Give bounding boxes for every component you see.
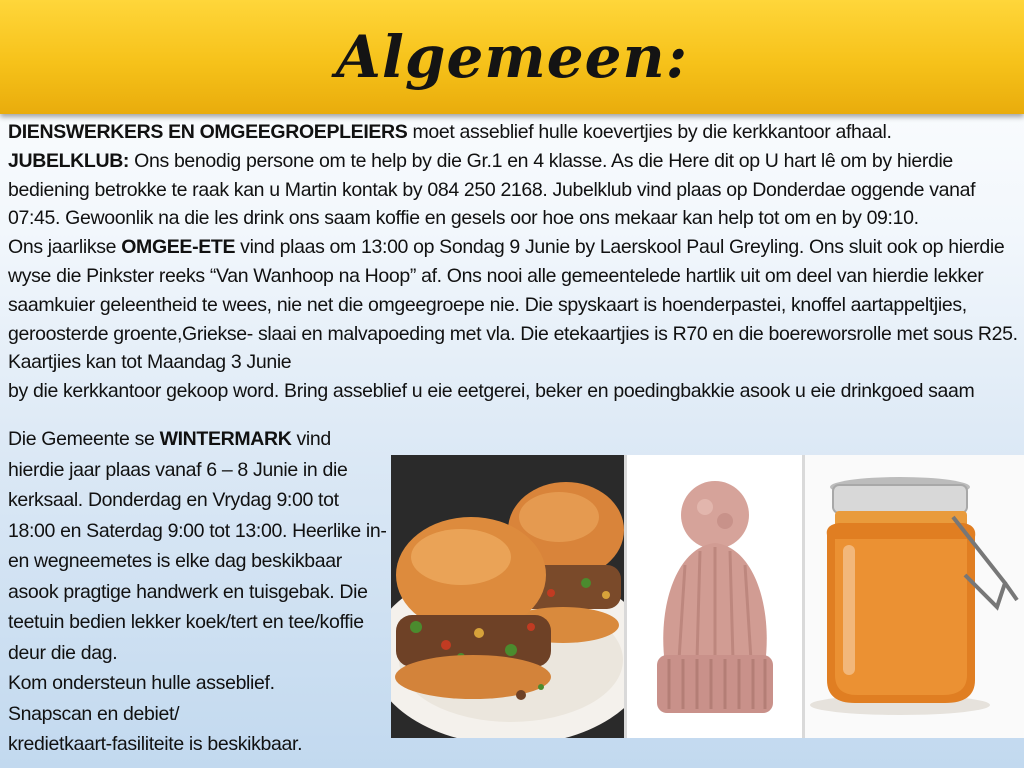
jam-jar-photo <box>805 455 1024 738</box>
para-jubelklub-heading: JUBELKLUB: <box>8 149 130 172</box>
sloppy-joe-photo <box>391 455 624 738</box>
para-wintermark-heading: WINTERMARK <box>159 428 292 450</box>
para-dienswerkers-heading: DIENSWERKERS EN OMGEEGROEPLEIERS <box>8 121 408 143</box>
announcements <box>8 118 1018 406</box>
para-wintermark-support: Kom ondersteun hulle asseblief. <box>8 672 275 694</box>
para-wintermark: Die Gemeente se WINTERMARK vind hierdie jaar plaas vanaf 6 – 8 Junie in die kerksaal. Donderdag en Vrydag 9:00 tot 18:00 en Saterdag 9:00 tot 13:00. Heerlike in- en wegneemetes is elke dag beskikbaar asook pragtige handwerk en tuisgebak. Die teetuin bedien lekker koek/tert en tee/koffie deur die dag. <box>8 428 387 664</box>
page-title: Algemeen: <box>335 23 689 91</box>
para-wintermark-payment2: kredietkaart-fasiliteite is beskikbaar. <box>8 733 303 755</box>
para-jubelklub: JUBELKLUB: Ons benodig persone om te help by die Gr.1 en 4 klasse. As die Here dit op U hart lê om by hierdie bediening betrokke te raak kan u Martin kontak by 084 250 2168. Jubelklub vind plaas op Donderdae oggende vanaf 07:45. Gewoonlik na die les drink ons saam koffie en gesels oor hoe ons mekaar kan help tot om en by 09:10. <box>8 149 976 230</box>
para-omgee-ete: Ons jaarlikse OMGEE-ETE vind plaas om 13:00 op Sondag 9 Junie by Laerskool Paul Greyling. Ons sluit ook op hierdie wyse die Pinkster reeks “Van Wanhoop na Hoop” af. Ons nooi alle gemeentelede hartlik uit om deel van hierdie lekker saamkuier geleentheid te wees, nie net die omgeegroepe nie. Die spyskaart is hoenderpastei, knoffel aartappeltjies, geroosterde groente,Griekse- slaai en malvapoeding met vla. Die etekaartjies is R70 en die boereworsrolle met sous R25. Kaartjies kan tot Maandag 3 Junie <box>8 236 1018 374</box>
wintermark-block <box>8 424 388 760</box>
para-omgee-ete-line2: by die kerkkantoor gekoop word. Bring asseblief u eie eetgerei, beker en poedingbakkie asook u eie drinkgoed saam <box>8 380 975 403</box>
beanie-photo <box>627 455 802 738</box>
para-wintermark-payment1: Snapscan en debiet/ <box>8 702 180 725</box>
para-dienswerkers: DIENSWERKERS EN OMGEEGROEPLEIERS moet asseblief hulle koevertjies by die kerkkantoor afhaal. <box>8 121 892 143</box>
title-banner <box>0 0 1024 114</box>
photo-strip <box>391 455 1024 738</box>
para-omgee-ete-heading: OMGEE-ETE <box>121 236 236 259</box>
